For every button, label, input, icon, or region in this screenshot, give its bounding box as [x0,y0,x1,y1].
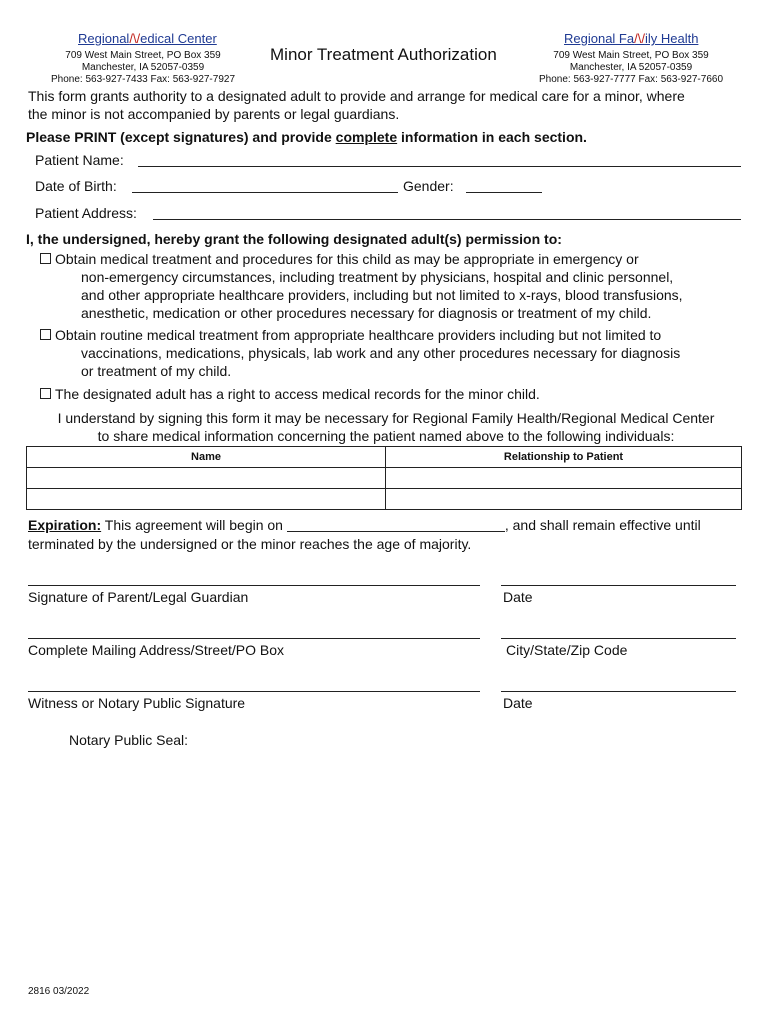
gender-label: Gender: [403,178,454,194]
relationship-column-header: Relationship to Patient [386,447,742,468]
notary-seal-label: Notary Public Seal: [69,732,189,748]
individuals-table [26,446,742,510]
left-address-phone: Phone: 563-927-7433 Fax: 563-927-7927 [50,74,236,85]
dob-field[interactable] [132,192,398,193]
regional-medical-center-logo: Regional/\/edical Center [78,31,217,46]
expiration-line2: terminated by the undersigned or the minor reaches the age of majority. [28,536,472,552]
relationship-cell[interactable] [386,468,742,489]
mailing-address-label: Complete Mailing Address/Street/PO Box [28,642,285,658]
gender-field[interactable] [466,192,542,193]
share-statement [32,409,740,445]
witness-date-line[interactable] [501,691,736,692]
table-row [27,468,742,489]
intro-line: This form grants authority to a designated adult to provide and arrange for medical care for a minor, where [28,88,685,104]
name-column-header: Name [27,447,386,468]
checkbox-records-access[interactable] [40,388,51,399]
checkbox-emergency-treatment[interactable] [40,253,51,264]
patient-address-label: Patient Address: [35,205,137,221]
right-address-phone: Phone: 563-927-7777 Fax: 563-927-7660 [538,74,724,85]
parent-date-line[interactable] [501,585,736,586]
share-line: I understand by signing this form it may be necessary for Regional Family Health/Regional Medical Center [57,410,715,426]
expiration-start-date-field[interactable] [287,519,505,532]
relationship-cell[interactable] [386,489,742,510]
table-row [27,489,742,510]
instructions: Please PRINT (except signatures) and provide complete information in each section. [26,129,587,145]
checkbox-routine-treatment[interactable] [40,329,51,340]
grant-heading: I, the undersigned, hereby grant the following designated adult(s) permission to: [26,231,562,247]
dob-label: Date of Birth: [35,178,117,194]
witness-date-label: Date [503,695,533,711]
form-title: Minor Treatment Authorization [270,45,497,64]
right-address [528,50,734,86]
table-header-row [27,447,742,468]
right-address-city: Manchester, IA 52057-0359 [569,62,693,73]
intro-line: the minor is not accompanied by parents or legal guardians. [28,106,400,122]
parent-signature-label: Signature of Parent/Legal Guardian [28,589,249,605]
patient-address-field[interactable] [153,219,741,220]
regional-family-health-logo: Regional Fa/\/ily Health [564,31,699,46]
option-records-access: The designated adult has a right to access medical records for the minor child. [40,385,540,403]
left-address [40,50,246,86]
share-line: to share medical information concerning the patient named above to the following individuals: [97,428,675,444]
expiration-clause: Expiration: This agreement will begin on , and shall remain effective until [28,517,701,533]
parent-date-label: Date [503,589,533,605]
right-address-street: 709 West Main Street, PO Box 359 [553,50,709,61]
patient-name-label: Patient Name: [35,152,124,168]
name-cell[interactable] [27,489,386,510]
option-routine-treatment: Obtain routine medical treatment from appropriate healthcare providers including but not limited to vaccinations, medications, physicals, lab work and any other procedures necessary for diagnosis or treatment of my child. [40,326,680,380]
heartbeat-icon: /\/ [634,31,645,46]
city-state-zip-line[interactable] [501,638,736,639]
expiration-label: Expiration: [28,517,102,533]
form-code: 2816 03/2022 [28,986,90,997]
city-state-zip-label: City/State/Zip Code [506,642,628,658]
intro-text [28,87,685,123]
left-address-city: Manchester, IA 52057-0359 [81,62,205,73]
name-cell[interactable] [27,468,386,489]
witness-signature-line[interactable] [28,691,480,692]
witness-signature-label: Witness or Notary Public Signature [28,695,246,711]
option-emergency-treatment: Obtain medical treatment and procedures for this child as may be appropriate in emergency or non-emergency circumstances, including treatment by physicians, hospital and clinic personnel, and other appropriate healthcare providers, including but not limited to x-rays, blood transfusions, anesthetic, medication or other procedures necessary for diagnosis or treatment of my child. [40,250,683,322]
parent-signature-line[interactable] [28,585,480,586]
heartbeat-icon: /\/ [129,31,141,46]
left-address-street: 709 West Main Street, PO Box 359 [65,50,221,61]
patient-name-field[interactable] [138,166,741,167]
mailing-address-line[interactable] [28,638,480,639]
